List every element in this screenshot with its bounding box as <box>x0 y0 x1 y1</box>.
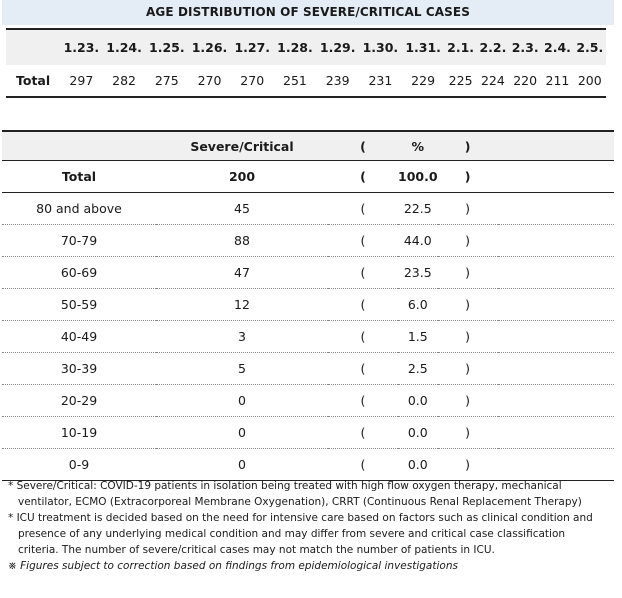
row-spacer <box>498 289 614 321</box>
header-percent: % <box>398 131 438 161</box>
age-group-label: 50-59 <box>2 289 156 321</box>
date-cell: 2.5. <box>574 29 606 65</box>
age-group-count: 12 <box>156 289 328 321</box>
right-paren: ) <box>438 353 498 385</box>
date-cell: 2.3. <box>509 29 541 65</box>
age-group-percent: 1.5 <box>398 321 438 353</box>
header-spacer <box>498 131 614 161</box>
total-value-cell: 282 <box>103 65 146 97</box>
left-paren: ( <box>328 289 398 321</box>
age-group-count: 45 <box>156 193 328 225</box>
total-left-paren: ( <box>328 161 398 193</box>
age-distribution-table <box>2 130 614 481</box>
row-label-total: Total <box>6 65 60 97</box>
age-group-label: 20-29 <box>2 385 156 417</box>
right-paren: ) <box>438 257 498 289</box>
total-value-cell: 231 <box>359 65 402 97</box>
left-paren: ( <box>328 257 398 289</box>
date-cell: 1.27. <box>231 29 274 65</box>
header-label-cell <box>2 131 156 161</box>
date-cell: 1.31. <box>402 29 445 65</box>
header-right-paren: ) <box>438 131 498 161</box>
age-group-row <box>2 353 614 385</box>
age-group-count: 88 <box>156 225 328 257</box>
age-group-count: 5 <box>156 353 328 385</box>
row-spacer <box>498 193 614 225</box>
age-group-count: 47 <box>156 257 328 289</box>
row-spacer <box>498 385 614 417</box>
daily-trend-table <box>6 28 606 98</box>
age-group-percent: 0.0 <box>398 417 438 449</box>
header-left-paren: ( <box>328 131 398 161</box>
age-group-row <box>2 449 614 481</box>
left-paren: ( <box>328 353 398 385</box>
age-group-percent: 44.0 <box>398 225 438 257</box>
page-title: AGE DISTRIBUTION OF SEVERE/CRITICAL CASES <box>2 0 614 25</box>
total-value-cell: 270 <box>231 65 274 97</box>
header-severe-critical: Severe/Critical <box>156 131 328 161</box>
date-cell: 1.25. <box>145 29 188 65</box>
age-group-percent: 0.0 <box>398 449 438 481</box>
age-group-count: 0 <box>156 385 328 417</box>
date-header-row <box>6 29 606 65</box>
total-value-cell: 211 <box>541 65 573 97</box>
table-header-row <box>2 131 614 161</box>
note-icu-treatment: * ICU treatment is decided based on the need for intensive care based on factors such as clinical condition and presence of any underlying medical condition and may differ from severe and critical case classification criteria. The number of severe/critical cases may not match the number of patients in ICU. <box>8 512 593 556</box>
footnotes <box>8 478 608 574</box>
age-group-row <box>2 385 614 417</box>
date-cell: 1.24. <box>103 29 146 65</box>
age-group-row <box>2 289 614 321</box>
right-paren: ) <box>438 225 498 257</box>
total-value-cell: 239 <box>316 65 359 97</box>
left-paren: ( <box>328 385 398 417</box>
age-group-row <box>2 225 614 257</box>
right-paren: ) <box>438 193 498 225</box>
note-correction: ※ Figures subject to correction based on findings from epidemiological investigations <box>8 560 458 572</box>
age-group-label: 10-19 <box>2 417 156 449</box>
row-spacer <box>498 321 614 353</box>
left-paren: ( <box>328 417 398 449</box>
age-group-label: 70-79 <box>2 225 156 257</box>
right-paren: ) <box>438 321 498 353</box>
row-spacer <box>498 257 614 289</box>
row-spacer <box>498 417 614 449</box>
age-group-label: 60-69 <box>2 257 156 289</box>
date-cell: 1.28. <box>274 29 317 65</box>
total-value-cell: 270 <box>188 65 231 97</box>
total-value-cell: 229 <box>402 65 445 97</box>
age-group-percent: 0.0 <box>398 385 438 417</box>
row-spacer <box>498 449 614 481</box>
date-cell: 2.1. <box>444 29 476 65</box>
total-value-cell: 220 <box>509 65 541 97</box>
left-paren: ( <box>328 449 398 481</box>
row-spacer <box>498 225 614 257</box>
age-group-label: 30-39 <box>2 353 156 385</box>
total-value-cell: 224 <box>477 65 509 97</box>
age-group-percent: 23.5 <box>398 257 438 289</box>
total-value-cell: 275 <box>145 65 188 97</box>
age-group-row <box>2 417 614 449</box>
total-label: Total <box>2 161 156 193</box>
age-group-row <box>2 193 614 225</box>
right-paren: ) <box>438 417 498 449</box>
right-paren: ) <box>438 385 498 417</box>
total-value-cell: 225 <box>444 65 476 97</box>
total-percent: 100.0 <box>398 161 438 193</box>
date-cell: 2.2. <box>477 29 509 65</box>
date-cell: 2.4. <box>541 29 573 65</box>
total-values-row <box>6 65 606 97</box>
header-empty-cell <box>6 29 60 65</box>
note-severe-critical-definition: * Severe/Critical: COVID-19 patients in isolation being treated with high flow oxygen therapy, mechanical ventilator, ECMO (Extracorporeal Membrane Oxygenation), CRRT (Continuous Renal Replacement Therapy) <box>8 480 582 508</box>
age-group-row <box>2 321 614 353</box>
age-group-count: 3 <box>156 321 328 353</box>
right-paren: ) <box>438 289 498 321</box>
age-group-label: 80 and above <box>2 193 156 225</box>
age-group-count: 0 <box>156 449 328 481</box>
row-spacer <box>498 353 614 385</box>
right-paren: ) <box>438 449 498 481</box>
total-value: 200 <box>156 161 328 193</box>
age-group-label: 0-9 <box>2 449 156 481</box>
age-group-percent: 2.5 <box>398 353 438 385</box>
total-value-cell: 297 <box>60 65 103 97</box>
date-cell: 1.29. <box>316 29 359 65</box>
total-value-cell: 200 <box>574 65 606 97</box>
left-paren: ( <box>328 225 398 257</box>
left-paren: ( <box>328 193 398 225</box>
age-group-count: 0 <box>156 417 328 449</box>
date-cell: 1.30. <box>359 29 402 65</box>
total-row <box>2 161 614 193</box>
total-value-cell: 251 <box>274 65 317 97</box>
age-group-percent: 22.5 <box>398 193 438 225</box>
total-spacer <box>498 161 614 193</box>
date-cell: 1.26. <box>188 29 231 65</box>
date-cell: 1.23. <box>60 29 103 65</box>
left-paren: ( <box>328 321 398 353</box>
total-right-paren: ) <box>438 161 498 193</box>
age-group-row <box>2 257 614 289</box>
age-group-percent: 6.0 <box>398 289 438 321</box>
age-group-label: 40-49 <box>2 321 156 353</box>
